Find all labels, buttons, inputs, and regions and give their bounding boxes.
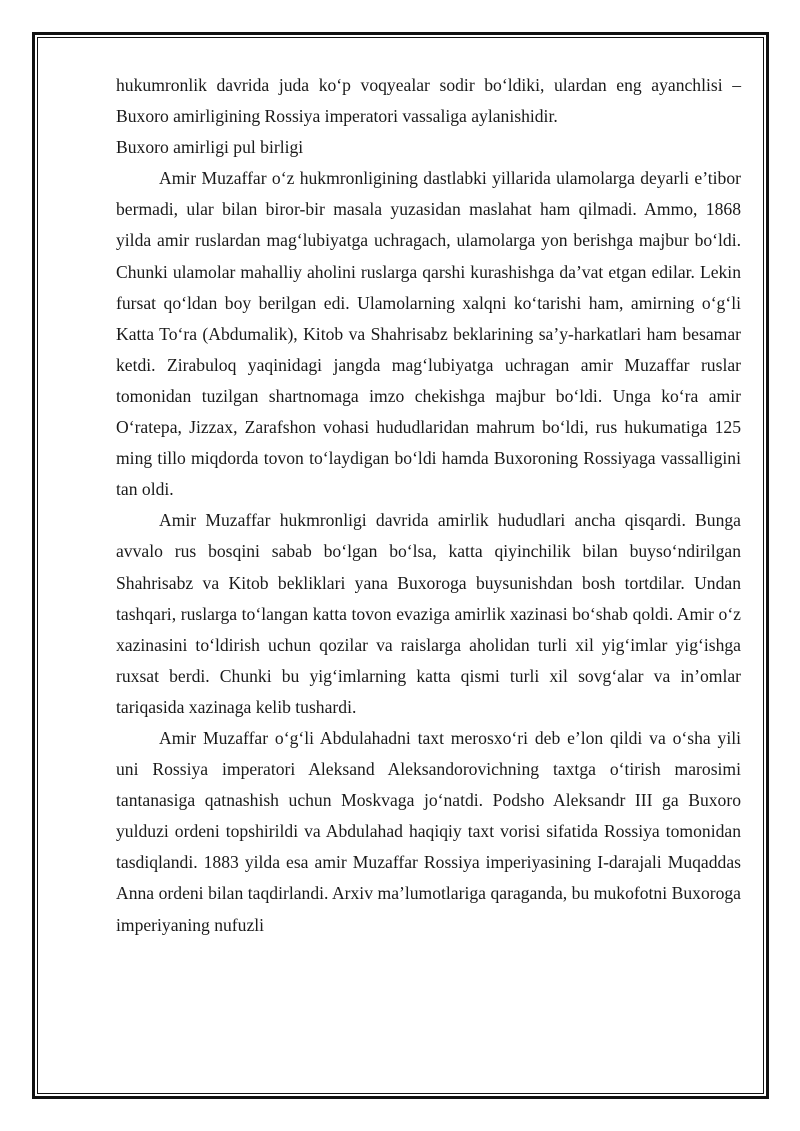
document-body [116, 70, 741, 941]
paragraph-1: Amir Muzaffar o‘z hukmronligining dastlabki yillarida ulamolarga deyarli e’tibor bermadi, ular bilan biror-bir masala yuzasidan maslahat ham qilmadi. Ammo, 1868 yilda amir ruslardan mag‘lubiyatga uchragach, ulamolarga yon berishga majbur bo‘ldi. Chunki ulamolar mahalliy aholini ruslarga qarshi kurashishga da’vat etgan edilar. Lekin fursat qo‘ldan boy berilgan edi. Ulamolarning xalqni ko‘tarishi ham, amirning o‘g‘li Katta To‘ra (Abdumalik), Kitob va Shahrisabz beklarining sa’y-harkatlari ham besamar ketdi. Zirabuloq yaqinidagi jangda mag‘lubiyatga uchragan amir Muzaffar ruslar tomonidan tuzilgan shartnomaga imzo chekishga majbur bo‘ldi. Unga ko‘ra amir O‘ratepa, Jizzax, Zarafshon vohasi hududlaridan mahrum bo‘ldi, rus hukumatiga 125 ming tillo miqdorda tovon to‘laydigan bo‘ldi hamda Buxoroning Rossiyaga vassalligini tan oldi. [116, 168, 741, 500]
section-heading: Buxoro amirligi pul birligi [116, 137, 304, 158]
paragraph-2: Amir Muzaffar hukmronligi davrida amirlik hududlari ancha qisqardi. Bunga avvalo rus bosqini sabab bo‘lgan bo‘lsa, katta qiyinchilik bilan buyso‘ndirilgan Shahrisabz va Kitob bekliklari yana Buxoroga buysunishdan bosh tortdilar. Undan tashqari, ruslarga to‘langan katta tovon evaziga amirlik xazinasi bo‘shab qoldi. Amir o‘z xazinasini to‘ldirish uchun qozilar va raislarga aholidan turli xil yig‘imlar yig‘ishga ruxsat berdi. Chunki bu yig‘imlarning katta qismi turli xil sovg‘alar va in’omlar tariqasida xazinaga kelib tushardi. [116, 510, 741, 717]
paragraph-3: Amir Muzaffar o‘g‘li Abdulahadni taxt merosxo‘ri deb e’lon qildi va o‘sha yili uni Rossiya imperatori Aleksand Aleksandorovichning taxtga o‘tirish marosimi tantanasiga qatnashish uchun Moskvaga jo‘natdi. Podsho Aleksandr III ga Buxoro yulduzi ordeni topshirildi va Abdulahad haqiqiy taxt vorisi sifatida Rossiya tomonidan tasdiqlandi. 1883 yilda esa amir Muzaffar Rossiya imperiyasining I-darajali Muqaddas Anna ordeni bilan taqdirlandi. Arxiv ma’lumotlariga qaraganda, bu mukofotni Buxoroga imperiyaning nufuzli [116, 727, 741, 935]
opening-paragraph: hukumronlik davrida juda ko‘p voqyealar sodir bo‘ldiki, ulardan eng ayanchlisi – Buxoro amirligining Rossiya imperatori vassaliga aylanishidir. [116, 75, 741, 127]
